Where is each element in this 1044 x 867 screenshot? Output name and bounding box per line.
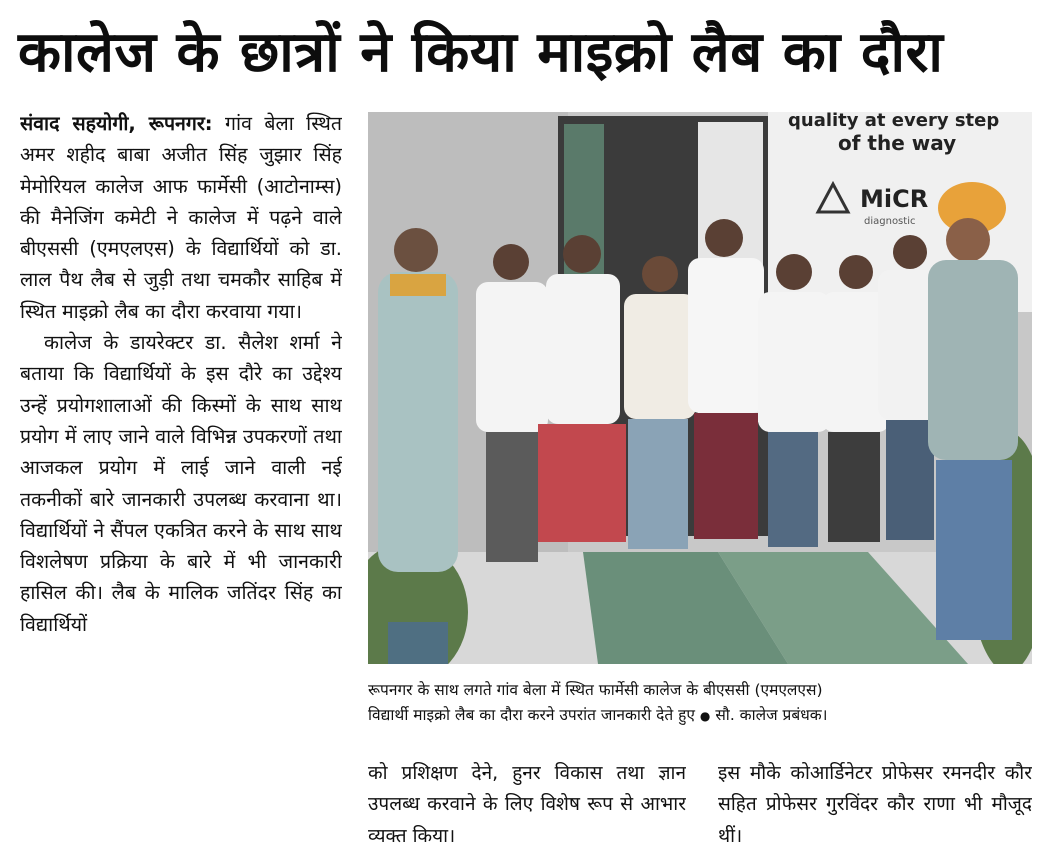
bullet-icon: ● [699, 709, 711, 723]
byline: संवाद सहयोगी, रूपनगर: [20, 112, 213, 135]
article-paragraph-3: को प्रशिक्षण देने, हुनर विकास तथा ज्ञान उपलब्ध करवाने के लिए विशेष रूप से आभार व्यक्त किया। [368, 762, 686, 847]
person-2 [476, 244, 548, 562]
photo-credit: सौ. कालेज प्रबंधक। [715, 706, 828, 724]
article-paragraph-4: इस मौके कोआर्डिनेटर प्रोफेसर रमनदीर कौर सहित प्रोफेसर गुरविंदर कौर राणा भी मौजूद थीं। [718, 762, 1032, 847]
person-1 [378, 228, 458, 572]
headline: कालेज के छात्रों ने किया माइक्रो लैब का दौरा [18, 20, 944, 85]
article-column-left [20, 108, 342, 860]
article-column-right [718, 758, 1032, 858]
article-paragraph-1 [20, 108, 342, 327]
article-paragraph-2: कालेज के डायरेक्टर डा. सैलेश शर्मा ने बताया कि विद्यार्थियों के इस दौरे का उद्देश्य उन्हें प्रयोगशालाओं की किस्मों के साथ साथ प्रयोग में लाए जाने वाले विभिन्न उपकरणों तथा आजकल प्रयोग में लाई जाने वाली नई तकनीकों बारे जानकारी उपलब्ध करवाना था। विद्यार्थियों ने सैंपल एकत्रित करने के साथ साथ विशलेषण प्रक्रिया के बारे में भी जानकारी हासिल की। लैब के मालिक जतिंदर सिंह का विद्यार्थियों [20, 331, 342, 636]
caption-line-2-text: विद्यार्थी माइक्रो लैब का दौरा करने उपरांत जानकारी देते हुए [368, 706, 695, 724]
paragraph-1-text: गांव बेला स्थित अमर शहीद बाबा अजीत सिंह जुझार सिंह मेमोरियल कालेज आफ फार्मेसी (आटोनाम्स) की मैनेजिंग कमेटी ने कालेज में पढ़ने वाले बीएससी (एमएलएस) के विद्यार्थियों को डा. लाल पैथ लैब से जुड़ी तथा चमकौर साहिब में स्थित माइक्रो लैब का दौरा करवाया गया। [20, 112, 342, 323]
logo-text: MiCR [860, 185, 929, 213]
photo-caption [368, 678, 1032, 729]
news-photo [368, 112, 1032, 664]
article-column-middle [368, 758, 686, 858]
caption-line-1: रूपनगर के साथ लगते गांव बेला में स्थित फार्मेसी कालेज के बीएससी (एमएलएस) [368, 681, 823, 699]
banner-text-1: quality at every step [788, 112, 1000, 131]
person-5 [688, 219, 764, 539]
group-photo-illustration [368, 112, 1032, 664]
person-4 [624, 256, 696, 549]
logo-subtext: diagnostic [864, 216, 916, 227]
banner-text-2: of the way [838, 131, 957, 155]
person-3 [538, 235, 626, 542]
caption-line-2 [368, 703, 1032, 729]
